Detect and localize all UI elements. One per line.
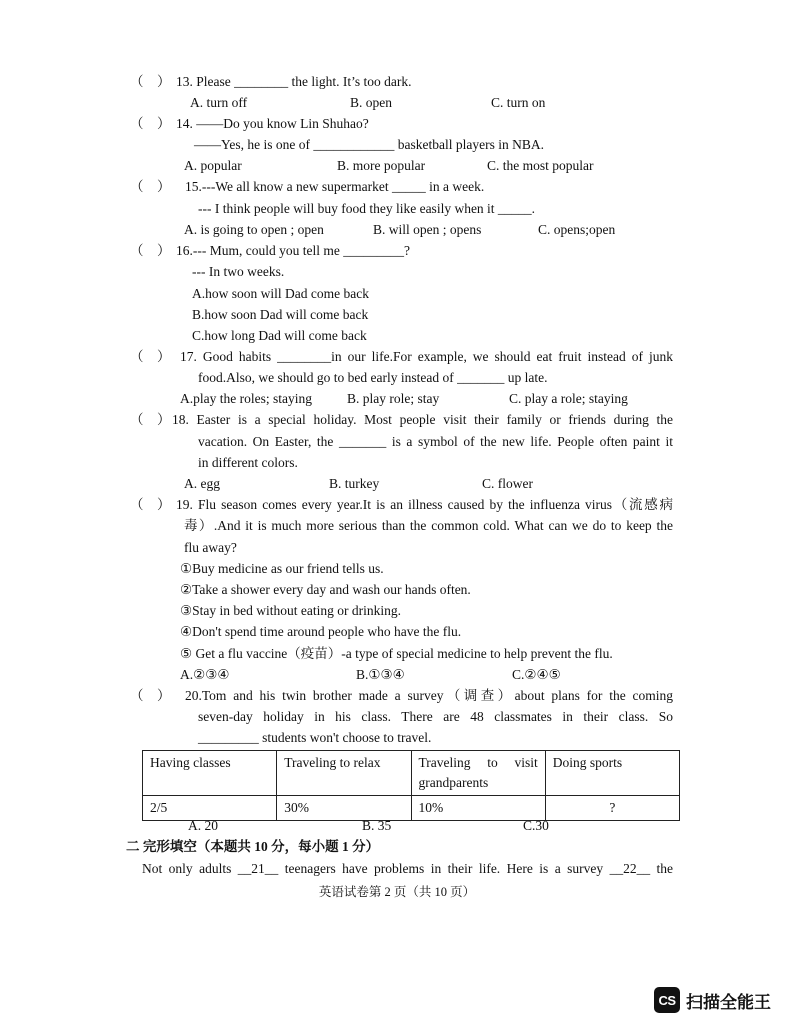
table-header-cell: Having classes <box>143 751 277 796</box>
q13-option-c: C. turn on <box>491 95 546 110</box>
q16-option-a: A.how soon will Dad come back <box>192 286 369 301</box>
section-title: 二 完形填空（本题共 10 分，每小题 1 分） <box>126 839 380 854</box>
q17-option-b: B. play role; stay <box>347 391 440 406</box>
q19-choice-1: ①Buy medicine as our friend tells us. <box>180 561 384 576</box>
q13-option-b: B. open <box>350 95 392 110</box>
page-footer: 英语试卷第 2 页（共 10 页） <box>318 885 476 899</box>
q16-stem: 16.--- Mum, could you tell me _________? <box>176 243 410 258</box>
q14-stem-reply: ——Yes, he is one of ____________ basketball players in NBA. <box>194 137 544 152</box>
camscanner-icon: CS <box>654 987 680 1013</box>
q19-stem-line2: 毒）.And it is much more serious than the common cold. What can we do to keep the <box>184 518 673 533</box>
q18-stem-line3: in different colors. <box>198 455 298 470</box>
q19-stem: 19. Flu season comes every year.It is an illness caused by the influenza virus（流感病 <box>176 497 673 512</box>
q19-choice-4: ④Don't spend time around people who have the flu. <box>180 624 462 639</box>
q19-answer-bracket: （ ） <box>130 497 171 512</box>
table-row <box>143 796 680 821</box>
survey-table <box>142 750 680 821</box>
table-header-cell: Traveling to relax <box>277 751 411 796</box>
q13-option-a: A. turn off <box>190 95 248 110</box>
q18-stem-line2: vacation. On Easter, the _______ is a symbol of the new life. People often paint it <box>198 434 673 449</box>
q15-stem-reply: --- I think people will buy food they like easily when it _____. <box>198 201 536 216</box>
scanner-watermark-logo <box>654 985 771 1015</box>
q17-stem-line2: food.Also, we should go to bed early instead of _______ up late. <box>198 370 548 385</box>
q20-option-a: A. 20 <box>188 818 218 833</box>
q19-choice-5: ⑤ Get a flu vaccine（疫苗）-a type of special medicine to help prevent the flu. <box>180 646 613 661</box>
q15-option-b: B. will open ; opens <box>373 222 482 237</box>
q15-option-c: C. opens;open <box>538 222 616 237</box>
q17-option-a: A.play the roles; staying <box>180 391 312 406</box>
q13-stem: 13. Please ________ the light. It’s too dark. <box>176 74 412 89</box>
q13-answer-bracket: （ ） <box>130 74 171 89</box>
q14-option-a: A. popular <box>184 158 242 173</box>
q20-stem-line2: seven-day holiday in his class. There are 48 classmates in their class. So <box>198 709 673 724</box>
table-cell: ? <box>545 796 679 821</box>
q15-stem: 15.---We all know a new supermarket _____ in a week. <box>185 179 485 194</box>
q15-option-a: A. is going to open ; open <box>184 222 324 237</box>
q18-option-b: B. turkey <box>329 476 380 491</box>
q17-answer-bracket: （ ） <box>130 349 171 364</box>
logo-text: 扫描全能王 <box>686 992 771 1013</box>
q18-option-a: A. egg <box>184 476 220 491</box>
q17-option-c: C. play a role; staying <box>509 391 628 406</box>
q20-stem: 20.Tom and his twin brother made a survey（调查）about plans for the coming <box>185 688 673 703</box>
q19-option-b: B.①③④ <box>356 667 405 682</box>
q18-option-c: C. flower <box>482 476 533 491</box>
table-cell: 30% <box>277 796 411 821</box>
q19-choice-3: ③Stay in bed without eating or drinking. <box>180 603 401 618</box>
table-cell: 2/5 <box>143 796 277 821</box>
q19-option-a: A.②③④ <box>180 667 230 682</box>
q14-option-c: C. the most popular <box>487 158 594 173</box>
q14-stem: 14. ——Do you know Lin Shuhao? <box>176 116 369 131</box>
q19-option-c: C.②④⑤ <box>512 667 561 682</box>
table-header-row <box>143 751 680 796</box>
q19-choice-2: ②Take a shower every day and wash our hands often. <box>180 582 471 597</box>
table-header-cell: Traveling to visit grandparents <box>411 751 545 796</box>
q20-answer-bracket: （ ） <box>130 688 171 703</box>
q14-option-b: B. more popular <box>337 158 426 173</box>
table-cell: 10% <box>411 796 545 821</box>
q16-answer-bracket: （ ） <box>130 243 171 258</box>
q20-option-c: C.30 <box>523 818 549 833</box>
q18-answer-bracket: （ ） <box>130 412 171 427</box>
q18-stem: 18. Easter is a special holiday. Most people visit their family or friends during the <box>172 412 673 427</box>
q20-stem-line3: _________ students won't choose to travel. <box>198 730 432 745</box>
q19-stem-line3: flu away? <box>184 540 237 555</box>
q20-option-b: B. 35 <box>362 818 392 833</box>
q15-answer-bracket: （ ） <box>130 179 171 194</box>
q17-stem: 17. Good habits ________in our life.For example, we should eat fruit instead of junk <box>180 349 673 364</box>
q14-answer-bracket: （ ） <box>130 116 171 131</box>
q16-stem-reply: --- In two weeks. <box>192 264 285 279</box>
q16-option-c: C.how long Dad will come back <box>192 328 367 343</box>
table-header-cell: Doing sports <box>545 751 679 796</box>
section-passage-line: Not only adults __21__ teenagers have problems in their life. Here is a survey __22__ the <box>142 861 673 876</box>
q16-option-b: B.how soon Dad will come back <box>192 307 369 322</box>
